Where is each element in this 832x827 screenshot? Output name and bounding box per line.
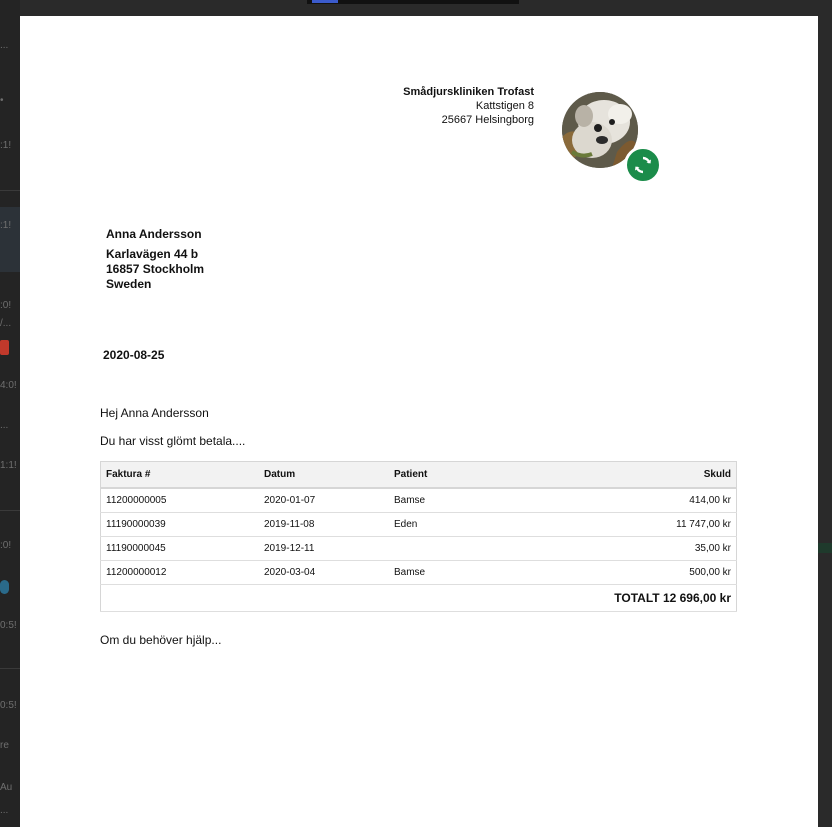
debt-cell: 500,00 kr — [549, 561, 737, 585]
bg-fragment: :0! — [0, 540, 12, 551]
patient-cell — [389, 537, 549, 561]
recipient-address — [106, 227, 204, 292]
bg-fragment: re — [0, 740, 9, 751]
invoice-number-cell: 11190000039 — [101, 513, 260, 537]
date-cell: 2019-11-08 — [259, 513, 389, 537]
bg-fragment: :1! — [0, 220, 12, 231]
top-toolbar-accent — [312, 0, 338, 3]
table-row — [101, 561, 737, 585]
clinic-logo — [562, 92, 666, 186]
background-app — [0, 0, 20, 827]
bg-divider — [0, 668, 20, 669]
header-date: Datum — [259, 462, 389, 489]
bg-fragment: 4:0! — [0, 380, 17, 391]
date-cell: 2019-12-11 — [259, 537, 389, 561]
header-invoice-number: Faktura # — [101, 462, 260, 489]
bg-divider — [0, 190, 20, 191]
debt-cell: 11 747,00 kr — [549, 513, 737, 537]
bg-right-strip — [818, 543, 832, 553]
recipient-street: Karlavägen 44 b — [106, 247, 199, 261]
bg-blue-badge — [0, 580, 9, 594]
letter-document — [20, 16, 818, 827]
intro-text: Du har visst glömt betala.... — [100, 434, 246, 448]
bg-red-badge — [0, 340, 9, 355]
sync-icon — [633, 155, 653, 175]
clinic-name: Smådjurskliniken Trofast — [403, 86, 534, 98]
invoice-number-cell: 11190000045 — [101, 537, 260, 561]
clinic-street: Kattstigen 8 — [475, 100, 534, 112]
header-patient: Patient — [389, 462, 549, 489]
header-debt: Skuld — [549, 462, 737, 489]
invoice-number-cell: 11200000012 — [101, 561, 260, 585]
bg-fragment: 0:5! — [0, 620, 17, 631]
bg-fragment: ... — [0, 805, 9, 816]
greeting: Hej Anna Andersson — [100, 406, 209, 420]
bg-fragment: 1:1! — [0, 460, 17, 471]
patient-cell: Bamse — [389, 488, 549, 513]
clinic-city: 25667 Helsingborg — [441, 114, 534, 126]
top-toolbar-strip — [307, 0, 519, 4]
debt-cell: 414,00 kr — [549, 488, 737, 513]
bg-fragment: Au — [0, 782, 13, 793]
date-cell: 2020-01-07 — [259, 488, 389, 513]
recipient-name: Anna Andersson — [106, 227, 202, 241]
clinic-address — [403, 85, 534, 127]
date-cell: 2020-03-04 — [259, 561, 389, 585]
bg-fragment: 0:5! — [0, 700, 17, 711]
table-row — [101, 488, 737, 513]
table-row — [101, 537, 737, 561]
total-row — [101, 585, 737, 612]
bg-selected-row — [0, 207, 20, 272]
bg-divider — [0, 510, 20, 511]
letter-date: 2020-08-25 — [103, 348, 165, 362]
table-header-row — [101, 462, 737, 489]
bg-fragment: ... — [0, 420, 9, 431]
bg-fragment: • — [0, 95, 4, 106]
debt-cell: 35,00 kr — [549, 537, 737, 561]
recipient-country: Sweden — [106, 277, 152, 291]
total-amount: TOTALT 12 696,00 kr — [101, 585, 737, 612]
bg-fragment: :0! — [0, 300, 12, 311]
recipient-city: 16857 Stockholm — [106, 262, 205, 276]
invoice-table — [100, 461, 737, 612]
patient-cell: Eden — [389, 513, 549, 537]
bg-fragment: :1! — [0, 140, 12, 151]
bg-fragment: ... — [0, 40, 9, 51]
outro-text: Om du behöver hjälp... — [100, 633, 222, 647]
patient-cell: Bamse — [389, 561, 549, 585]
table-row — [101, 513, 737, 537]
bg-fragment: /... — [0, 318, 12, 329]
sync-badge — [624, 146, 662, 184]
invoice-number-cell: 11200000005 — [101, 488, 260, 513]
